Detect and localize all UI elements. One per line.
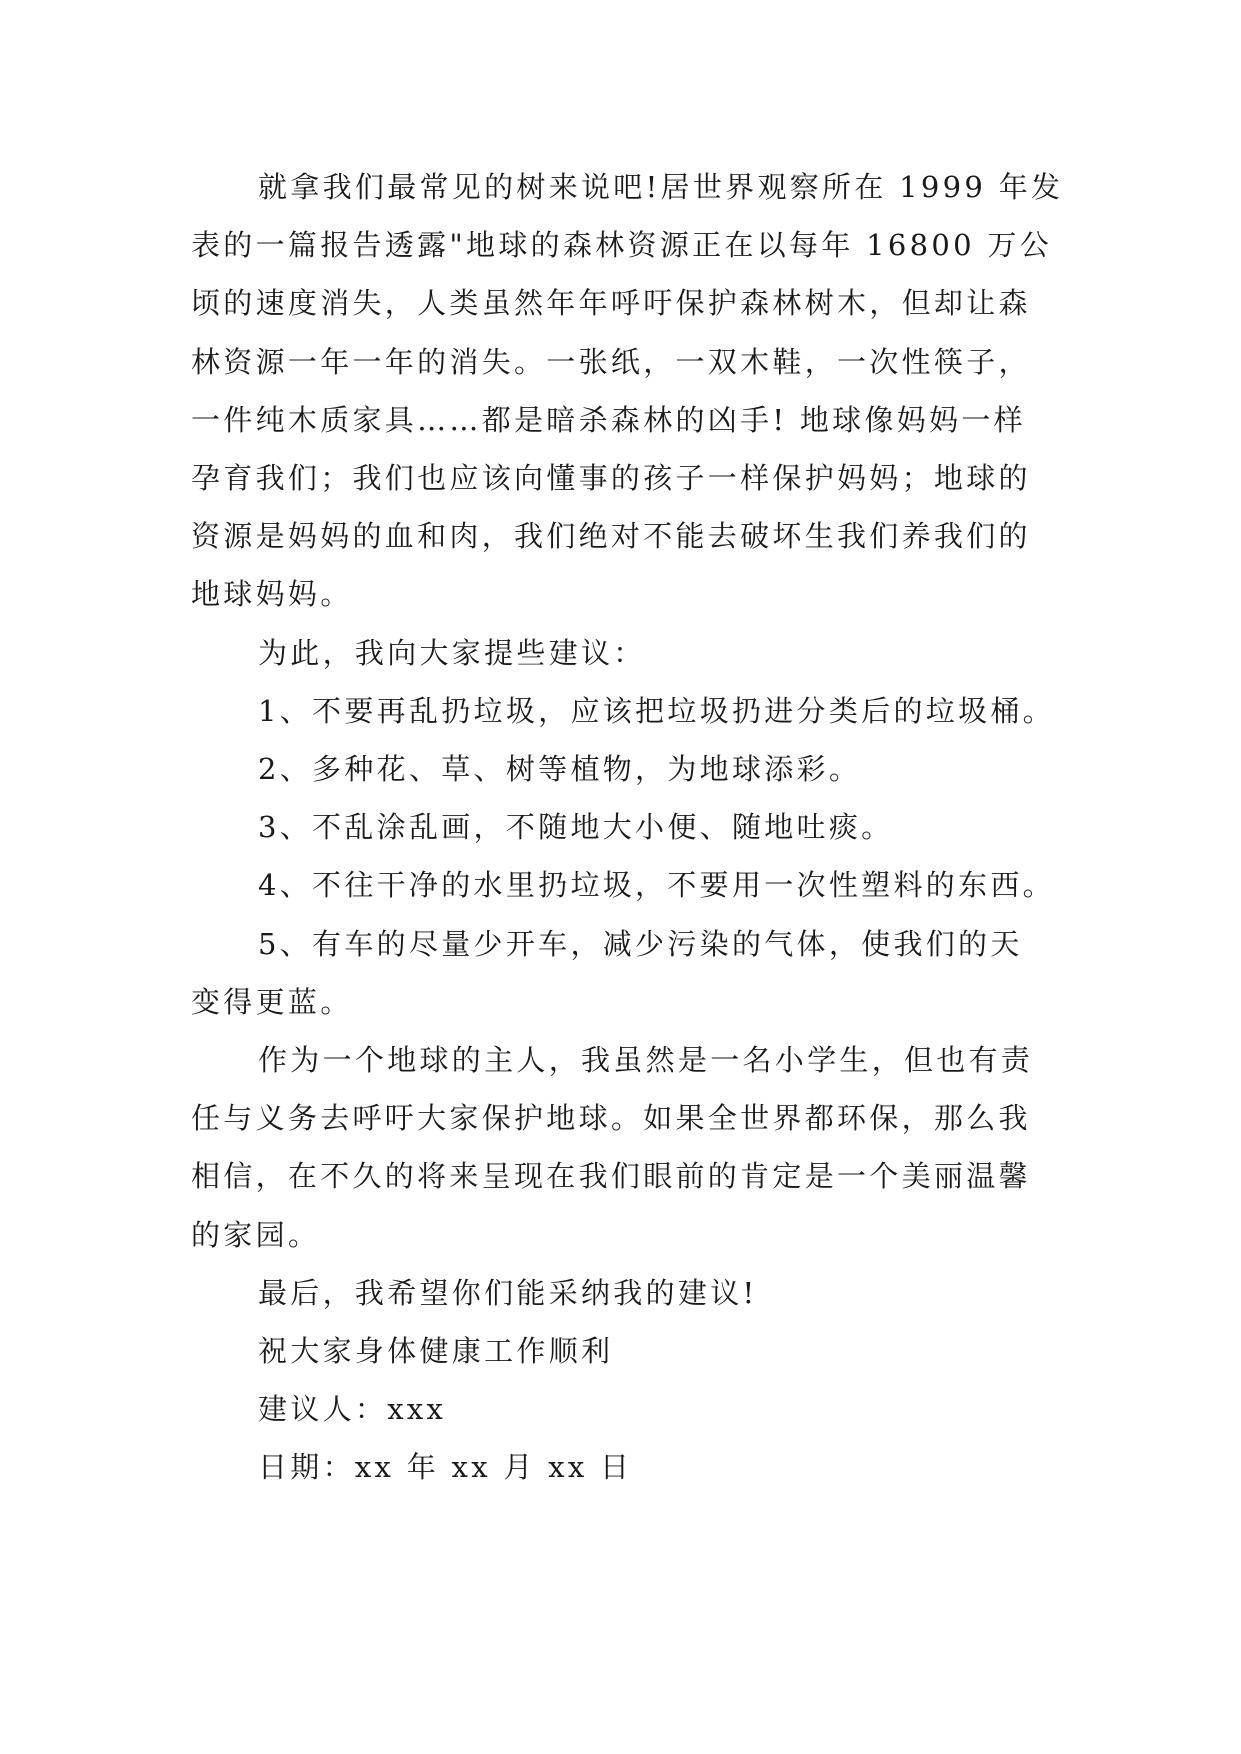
text-line: 的家园。 xyxy=(191,1217,321,1252)
text-line: 顷的速度消失，人类虽然年年呼吁保护森林树木，但却让森 xyxy=(191,286,1031,321)
suggestion-item: 1、不要再乱扔垃圾，应该把垃圾扔进分类后的垃圾桶。 xyxy=(258,693,1055,728)
text-line: 就拿我们最常见的树来说吧!居世界观察所在 1999 年发 xyxy=(258,170,1064,204)
suggestion-intro: 为此，我向大家提些建议： xyxy=(258,635,646,670)
text-line: 地球妈妈。 xyxy=(191,577,353,612)
suggestion-item: 3、不乱涂乱画，不随地大小便、随地吐痰。 xyxy=(258,810,894,845)
text-line: 作为一个地球的主人，我虽然是一名小学生，但也有责 xyxy=(258,1043,1034,1078)
text-line: 5、有车的尽量少开车，减少污染的气体，使我们的天 xyxy=(258,926,1023,961)
text-line: 相信，在不久的将来呈现在我们眼前的肯定是一个美丽温馨 xyxy=(191,1159,1031,1194)
text-line: 变得更蓝。 xyxy=(191,984,353,1019)
text-line: 一件纯木质家具……都是暗杀森林的凶手! 地球像妈妈一样 xyxy=(191,402,1026,437)
paragraph-trees xyxy=(191,158,1064,624)
date-line: 日期：xx 年 xx 月 xx 日 xyxy=(258,1450,633,1485)
text-line: 任与义务去呼吁大家保护地球。如果全世界都环保，那么我 xyxy=(191,1101,1031,1136)
closing-line: 最后，我希望你们能采纳我的建议! xyxy=(258,1275,758,1310)
wish-line: 祝大家身体健康工作顺利 xyxy=(258,1334,614,1369)
suggestion-item: 4、不往干净的水里扔垃圾，不要用一次性塑料的东西。 xyxy=(258,868,1055,903)
text-line: 孕育我们；我们也应该向懂事的孩子一样保护妈妈；地球的 xyxy=(191,461,1031,496)
suggestion-item: 2、多种花、草、树等植物，为地球添彩。 xyxy=(258,752,862,787)
proposal-letter-body xyxy=(191,158,1064,1497)
proposer-signature: 建议人：xxx xyxy=(258,1392,447,1427)
text-line: 资源是妈妈的血和肉，我们绝对不能去破坏生我们养我们的 xyxy=(191,519,1031,554)
paragraph-owner xyxy=(191,1031,1051,1264)
text-line: 林资源一年一年的消失。一张纸，一双木鞋，一次性筷子， xyxy=(191,344,1031,379)
suggestion-item-5 xyxy=(191,915,1051,1031)
text-line: 表的一篇报告透露"地球的森林资源正在以每年 16800 万公 xyxy=(191,228,1053,263)
